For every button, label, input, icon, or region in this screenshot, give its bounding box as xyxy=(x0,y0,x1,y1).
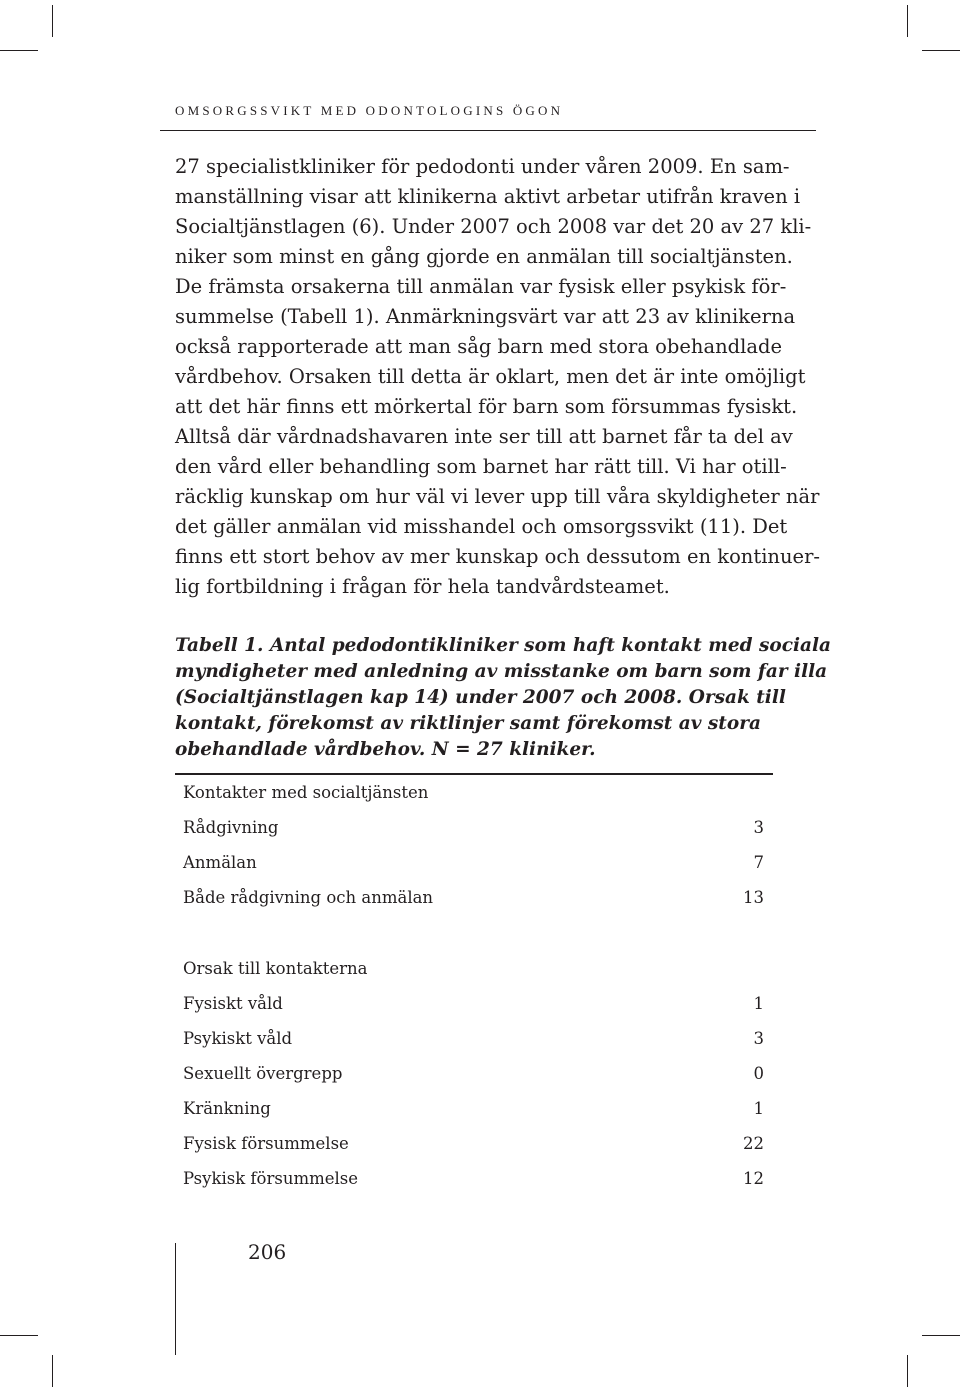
body-line: att det här finns ett mörkertal för barn som försummas fysiskt. xyxy=(175,395,798,418)
row-label: Både rådgivning och anmälan xyxy=(183,888,434,907)
caption-line: myndigheter med anledning av misstanke om barn som far illa xyxy=(175,661,828,682)
crop-mark xyxy=(0,1335,38,1336)
body-line: lig fortbildning i frågan för hela tandvårdsteamet. xyxy=(175,575,670,598)
row-label: Rådgivning xyxy=(183,818,279,837)
body-line: 27 specialistkliniker för pedodonti under våren 2009. En sam- xyxy=(175,155,790,178)
row-label: Psykiskt våld xyxy=(183,1029,293,1048)
row-value: 1 xyxy=(753,994,764,1013)
body-line: vårdbehov. Orsaken till detta är oklart, men det är inte omöjligt xyxy=(175,365,806,388)
row-value: 13 xyxy=(743,888,764,907)
table-row xyxy=(183,818,764,842)
body-line: Alltså där vårdnadshavaren inte ser till att barnet får ta del av xyxy=(175,425,793,448)
table-row xyxy=(183,853,764,877)
table-section-heading: Kontakter med socialtjänsten xyxy=(183,783,429,802)
page-number-rule xyxy=(175,1243,176,1355)
row-label: Sexuellt övergrepp xyxy=(183,1064,343,1083)
table-caption xyxy=(175,633,832,763)
row-value: 22 xyxy=(743,1134,764,1153)
body-line: den vård eller behandling som barnet har rätt till. Vi har otill- xyxy=(175,455,787,478)
header-rule xyxy=(160,130,816,131)
crop-mark xyxy=(922,50,960,51)
table-top-rule xyxy=(175,773,773,775)
caption-line: (Socialtjänstlagen kap 14) under 2007 och 2008. Orsak till xyxy=(175,687,786,708)
row-label: Anmälan xyxy=(183,853,257,872)
table-row xyxy=(183,994,764,1018)
row-value: 0 xyxy=(753,1064,764,1083)
crop-mark xyxy=(52,5,53,37)
row-value: 12 xyxy=(743,1169,764,1188)
body-line: finns ett stort behov av mer kunskap och dessutom en kontinuer- xyxy=(175,545,821,568)
table-row xyxy=(183,1134,764,1158)
row-label: Fysisk försummelse xyxy=(183,1134,349,1153)
caption-line: kontakt, förekomst av riktlinjer samt förekomst av stora xyxy=(175,713,761,734)
row-value: 7 xyxy=(753,853,764,872)
table-row xyxy=(183,888,764,912)
running-head: OMSORGSSVIKT MED ODONTOLOGINS ÖGON xyxy=(175,103,564,118)
crop-mark xyxy=(922,1335,960,1336)
body-line: De främsta orsakerna till anmälan var fysisk eller psykisk för- xyxy=(175,275,787,298)
crop-mark xyxy=(0,50,38,51)
row-value: 3 xyxy=(753,818,764,837)
body-line: niker som minst en gång gjorde en anmälan till socialtjänsten. xyxy=(175,245,793,268)
body-line: också rapporterade att man såg barn med stora obehandlade xyxy=(175,335,783,358)
row-label: Psykisk försummelse xyxy=(183,1169,359,1188)
crop-mark xyxy=(907,1355,908,1387)
table-row xyxy=(183,1099,764,1123)
row-value: 3 xyxy=(753,1029,764,1048)
table-section-heading: Orsak till kontakterna xyxy=(183,959,368,978)
row-label: Kränkning xyxy=(183,1099,271,1118)
table-row xyxy=(183,1169,764,1193)
crop-mark xyxy=(907,5,908,37)
body-paragraph xyxy=(175,152,821,602)
body-line: räcklig kunskap om hur väl vi lever upp till våra skyldigheter när xyxy=(175,485,820,508)
crop-mark xyxy=(52,1355,53,1387)
row-label: Fysiskt våld xyxy=(183,994,283,1013)
table-row xyxy=(183,1029,764,1053)
table-row xyxy=(183,1064,764,1088)
body-line: summelse (Tabell 1). Anmärkningsvärt var att 23 av klinikerna xyxy=(175,305,796,328)
body-line: det gäller anmälan vid misshandel och omsorgssvikt (11). Det xyxy=(175,515,788,538)
caption-line: Tabell 1. Antal pedodontikliniker som haft kontakt med sociala xyxy=(175,635,832,656)
row-value: 1 xyxy=(753,1099,764,1118)
page-number: 206 xyxy=(248,1240,287,1264)
body-line: manställning visar att klinikerna aktivt arbetar utifrån kraven i xyxy=(175,185,801,208)
body-line: Socialtjänstlagen (6). Under 2007 och 2008 var det 20 av 27 kli- xyxy=(175,215,812,238)
caption-line: obehandlade vårdbehov. N = 27 kliniker. xyxy=(175,739,596,760)
